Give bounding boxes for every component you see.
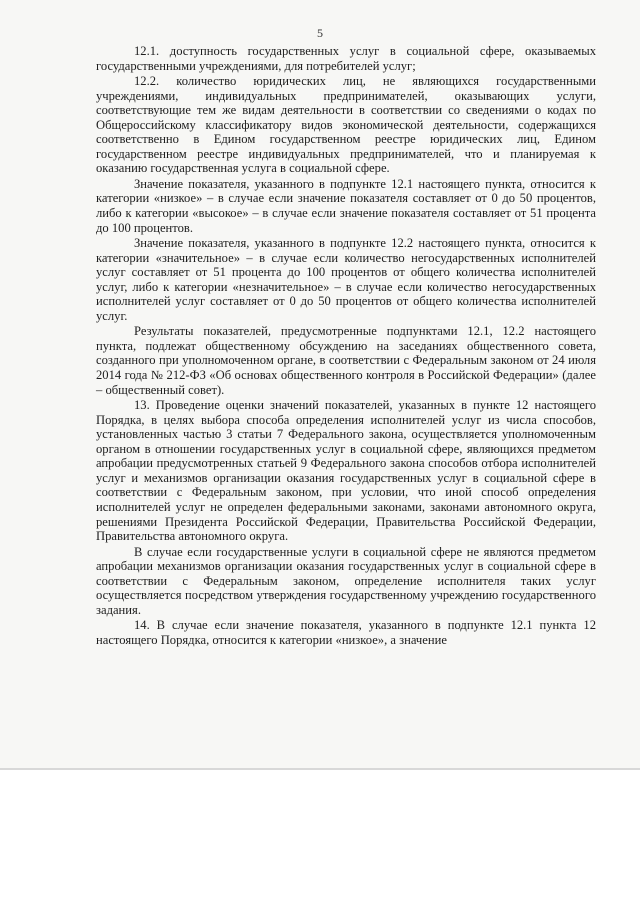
paragraph-indicator-12-2: Значение показателя, указанного в подпункте 12.2 настоящего пункта, относится к категории «значительное» – в случае если количество негосударственных исполнителей услуг составляет от 51 процента до 100 процентов от общего количества исполнителей услуг, либо к категории «незначительное» – в случае если количество негосударственных исполнителей услуг составляет от 0 до 50 процентов от общего количества исполнителей услуг. <box>96 236 596 323</box>
paragraph-12-2: 12.2. количество юридических лиц, не являющихся государственными учреждениями, индивидуальных предпринимателей, оказывающих услуги, соответствующие тем же видам деятельности в соответствии со сведениями о кодах по Общероссийскому классификатору видов экономической деятельности, содержащихся соответственно в Едином государственном реестре юридических лиц, Едином государственном реестре индивидуальных предпринимателей, что и планируемая к оказанию государственная услуга в социальной сфере. <box>96 74 596 176</box>
blank-area <box>0 770 640 905</box>
paragraph-13-case: В случае если государственные услуги в социальной сфере не являются предметом апробации механизмов организации оказания государственных услуг в социальной сфере в соответствии с Федеральным законом, определение исполнителя таких услуг осуществляется посредством утверждения государственному учреждению государственного задания. <box>96 544 596 617</box>
paragraph-12-1: 12.1. доступность государственных услуг в социальной сфере, оказываемых государственными учреждениями, для потребителей услуг; <box>96 44 596 73</box>
paragraph-14: 14. В случае если значение показателя, указанного в подпункте 12.1 пункта 12 настоящего Порядка, относится к категории «низкое», а значение <box>96 618 596 647</box>
page-number: 5 <box>317 26 323 40</box>
document-body <box>96 44 596 647</box>
paragraph-results: Результаты показателей, предусмотренные подпунктами 12.1, 12.2 настоящего пункта, подлежат общественному обсуждению на заседаниях общественного совета, созданного при уполномоченном органе, в соответствии с Федеральным законом от 24 июля 2014 года № 212-ФЗ «Об основах общественного контроля в Российской Федерации» (далее – общественный совет). <box>96 324 596 397</box>
paragraph-13: 13. Проведение оценки значений показателей, указанных в пункте 12 настоящего Порядка, в целях выбора способа определения исполнителей услуг из числа способов, установленных частью 3 статьи 7 Федерального закона, осуществляется уполномоченным органом в отношении государственных услуг в социальной сфере, являющихся предметом апробации предусмотренных статьей 9 Федерального закона способов отбора исполнителей услуг и механизмов организации оказания государственных услуг в социальной сфере в соответствии с Федеральным законом, при условии, что иной способ определения исполнителей услуг не определен федеральными законами, законами автономного округа, решениями Президента Российской Федерации, Правительства Российской Федерации, Правительства автономного округа. <box>96 398 596 544</box>
paragraph-indicator-12-1: Значение показателя, указанного в подпункте 12.1 настоящего пункта, относится к категории «низкое» – в случае если значение показателя составляет от 0 до 50 процентов, либо к категории «высокое» – в случае если значение показателя составляет от 51 процента до 100 процентов. <box>96 176 596 235</box>
